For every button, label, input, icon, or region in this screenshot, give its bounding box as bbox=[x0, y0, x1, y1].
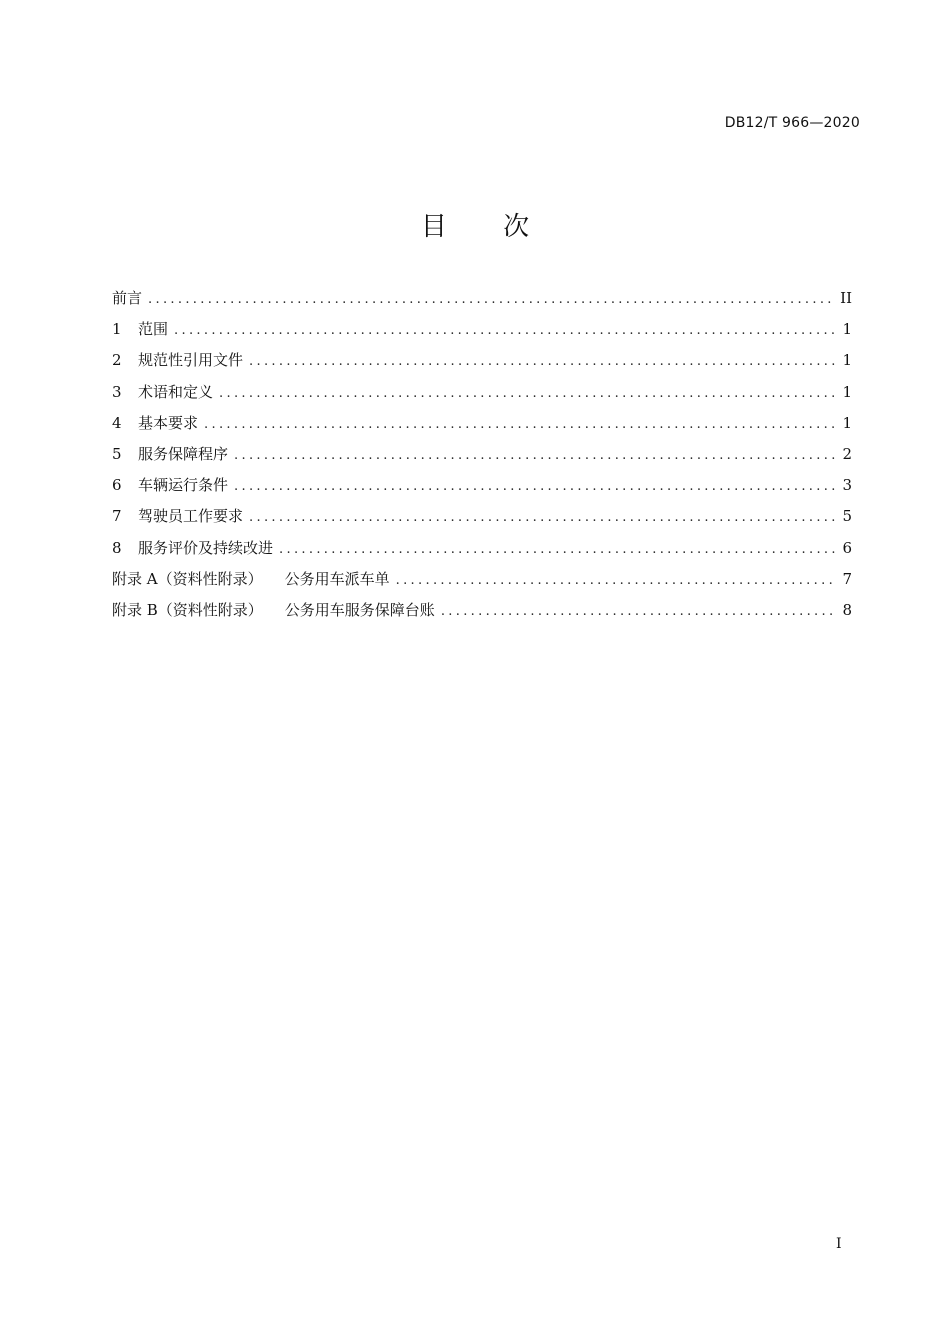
toc-entry-number: 2 bbox=[112, 351, 122, 370]
table-of-contents bbox=[112, 286, 852, 629]
toc-entry-page: 8 bbox=[842, 600, 852, 619]
toc-leader-dots bbox=[441, 600, 836, 624]
toc-entry-label: 基本要求 bbox=[138, 413, 199, 432]
toc-entry-page: 2 bbox=[842, 444, 852, 463]
toc-entry-page: 1 bbox=[842, 413, 852, 432]
toc-entry-label: 规范性引用文件 bbox=[138, 351, 244, 370]
toc-entry-7[interactable] bbox=[112, 504, 852, 535]
toc-entry-number: 5 bbox=[112, 444, 122, 463]
toc-leader-dots bbox=[396, 569, 836, 593]
toc-leader-dots bbox=[219, 382, 836, 406]
toc-entry-label: 车辆运行条件 bbox=[138, 476, 229, 495]
toc-annex-label: 附录 A（资料性附录） bbox=[112, 569, 263, 588]
toc-entry-page: 1 bbox=[842, 351, 852, 370]
toc-entry-number: 4 bbox=[112, 413, 122, 432]
toc-annex-title: 公务用车派车单 bbox=[284, 569, 390, 588]
toc-entry-number: 3 bbox=[112, 382, 122, 401]
toc-entry-8[interactable] bbox=[112, 536, 852, 567]
document-code: DB12/T 966—2020 bbox=[724, 115, 860, 131]
toc-leader-dots bbox=[279, 538, 836, 562]
toc-leader-dots bbox=[174, 319, 836, 343]
toc-entry-1[interactable] bbox=[112, 317, 852, 348]
toc-entry-number: 1 bbox=[112, 320, 122, 339]
toc-entry-label: 驾驶员工作要求 bbox=[138, 507, 244, 526]
page-number: I bbox=[836, 1236, 842, 1252]
toc-entry-number: 8 bbox=[112, 538, 122, 557]
toc-leader-dots bbox=[148, 288, 834, 312]
toc-leader-dots bbox=[234, 444, 836, 468]
toc-entry-page: 3 bbox=[842, 476, 852, 495]
toc-entry-page: 1 bbox=[842, 320, 852, 339]
toc-annex-title: 公务用车服务保障台账 bbox=[284, 600, 435, 619]
toc-entry-page: 7 bbox=[842, 569, 852, 588]
toc-leader-dots bbox=[204, 413, 836, 437]
toc-entry-annex-a[interactable] bbox=[112, 567, 852, 598]
toc-entry-6[interactable] bbox=[112, 473, 852, 504]
toc-entry-page: 6 bbox=[842, 538, 852, 557]
toc-entry-number: 6 bbox=[112, 476, 122, 495]
toc-entry-5[interactable] bbox=[112, 442, 852, 473]
toc-entry-label: 前言 bbox=[112, 289, 143, 307]
toc-entry-number: 7 bbox=[112, 507, 122, 526]
toc-entry-annex-b[interactable] bbox=[112, 598, 852, 629]
toc-entry-page: II bbox=[840, 289, 852, 307]
toc-entry-foreword[interactable] bbox=[112, 286, 852, 317]
toc-leader-dots bbox=[234, 475, 836, 499]
toc-entry-3[interactable] bbox=[112, 380, 852, 411]
toc-entry-label: 术语和定义 bbox=[138, 382, 214, 401]
toc-entry-page: 5 bbox=[842, 507, 852, 526]
toc-entry-page: 1 bbox=[842, 382, 852, 401]
toc-entry-label: 服务保障程序 bbox=[138, 444, 229, 463]
toc-leader-dots bbox=[249, 506, 836, 530]
toc-entry-label: 范围 bbox=[138, 320, 169, 339]
toc-entry-label: 服务评价及持续改进 bbox=[138, 538, 274, 557]
toc-leader-dots bbox=[249, 350, 836, 374]
toc-title: 目 次 bbox=[420, 212, 554, 242]
toc-entry-4[interactable] bbox=[112, 411, 852, 442]
toc-entry-2[interactable] bbox=[112, 348, 852, 379]
toc-annex-label: 附录 B（资料性附录） bbox=[112, 600, 263, 619]
